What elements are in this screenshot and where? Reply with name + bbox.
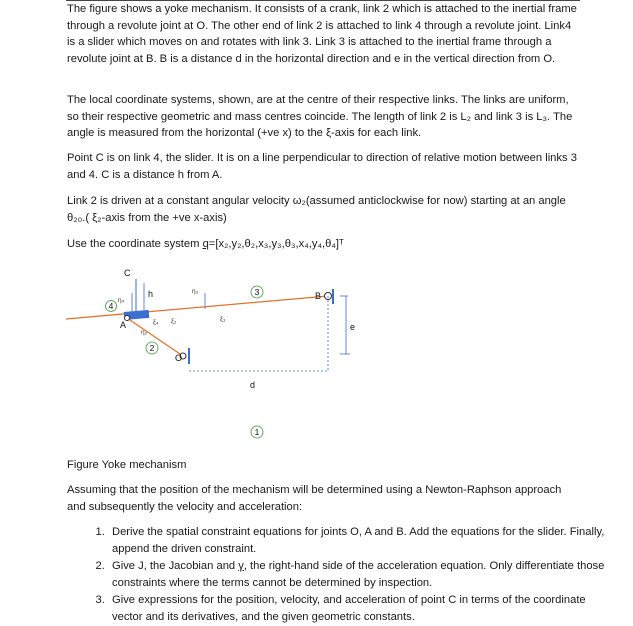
coordinate-vector-suffix: =[x₂,y₂,θ₂,x₃,y₃,θ₃,x₄,y₄,θ₄]ᵀ [208,238,344,250]
label-link-2: 2 [149,343,155,353]
label-b: B [315,291,322,301]
task-2-text-b: , the right-hand side of the acceleration equation. Only differentiate those constraints where the terms cannot be determined by inspection. [112,560,605,589]
task-2 [108,558,608,591]
coordinate-systems-paragraph: The local coordinate systems, shown, are at the centre of their respective links. The links are uniform, so their respective geometric and mass centres coincide. The length of link 2 is L₂ and link 3 is L₃. The angle is measured from the horizontal (+ve x) to the ξ-axis for each link. [67,94,573,140]
label-e: e [350,322,356,332]
driver-paragraph: Link 2 is driven at a constant angular velocity ω₂(assumed anticlockwise for now) starting at an angle θ₂₀.( ξ₂-axis from the +ve x-axis) [67,195,566,224]
task-3: 3. Give expressions for the position, velocity, and acceleration of point C in terms of the coordinate vector and its derivatives, and the given geometric constants. [108,592,608,625]
label-c: C [124,268,131,278]
task-2-text-a: Give J, the Jacobian and [112,560,239,573]
task-2-gamma: γ [238,560,244,573]
label-xi3: ξ₃ [220,316,226,323]
label-frame-1: 1 [254,427,260,437]
label-d: d [250,380,256,390]
task-1: 1. Derive the spatial constraint equations for joints O, A and B. Add the equations for the slider. Finally, append the driven constraint. [108,524,608,557]
label-eta4: η₄ [118,297,125,304]
label-xi4: ξ₄ [153,319,159,326]
figure-caption: Figure Yoke mechanism [67,459,187,471]
label-o: O [175,353,183,363]
intro-paragraph: The figure shows a yoke mechanism. It consists of a crank, link 2 which is attached to the inertial frame through a revolute joint at O. The other end of link 2 is attached to link 4 through a revolute joint. Link4 is a slider which moves on and rotates with link 3. Link 3 is attached to the inertial frame through a revolute joint at B. B is a distance d in the horizontal direction and e in the vertical direction from O. [67,3,577,65]
assumption-paragraph: Assuming that the position of the mechanism will be determined using a Newton-Raphson approach and subsequently the velocity and acceleration: [67,484,562,513]
coordinate-vector-prefix: Use the coordinate system [67,238,203,250]
label-h: h [148,289,154,299]
label-link-4: 4 [108,301,114,311]
label-eta2: η₂ [141,329,148,336]
point-c-paragraph: Point C is on link 4, the slider. It is on a line perpendicular to direction of relative motion between links 3 and 4. C is a distance h from A. [67,152,577,181]
label-link-3: 3 [254,287,260,297]
task-list [88,524,608,626]
coordinate-vector-q: q [202,238,209,250]
label-xi2: ξ₂ [171,318,177,325]
label-a: A [120,320,127,330]
label-eta3: η₃ [192,288,199,295]
